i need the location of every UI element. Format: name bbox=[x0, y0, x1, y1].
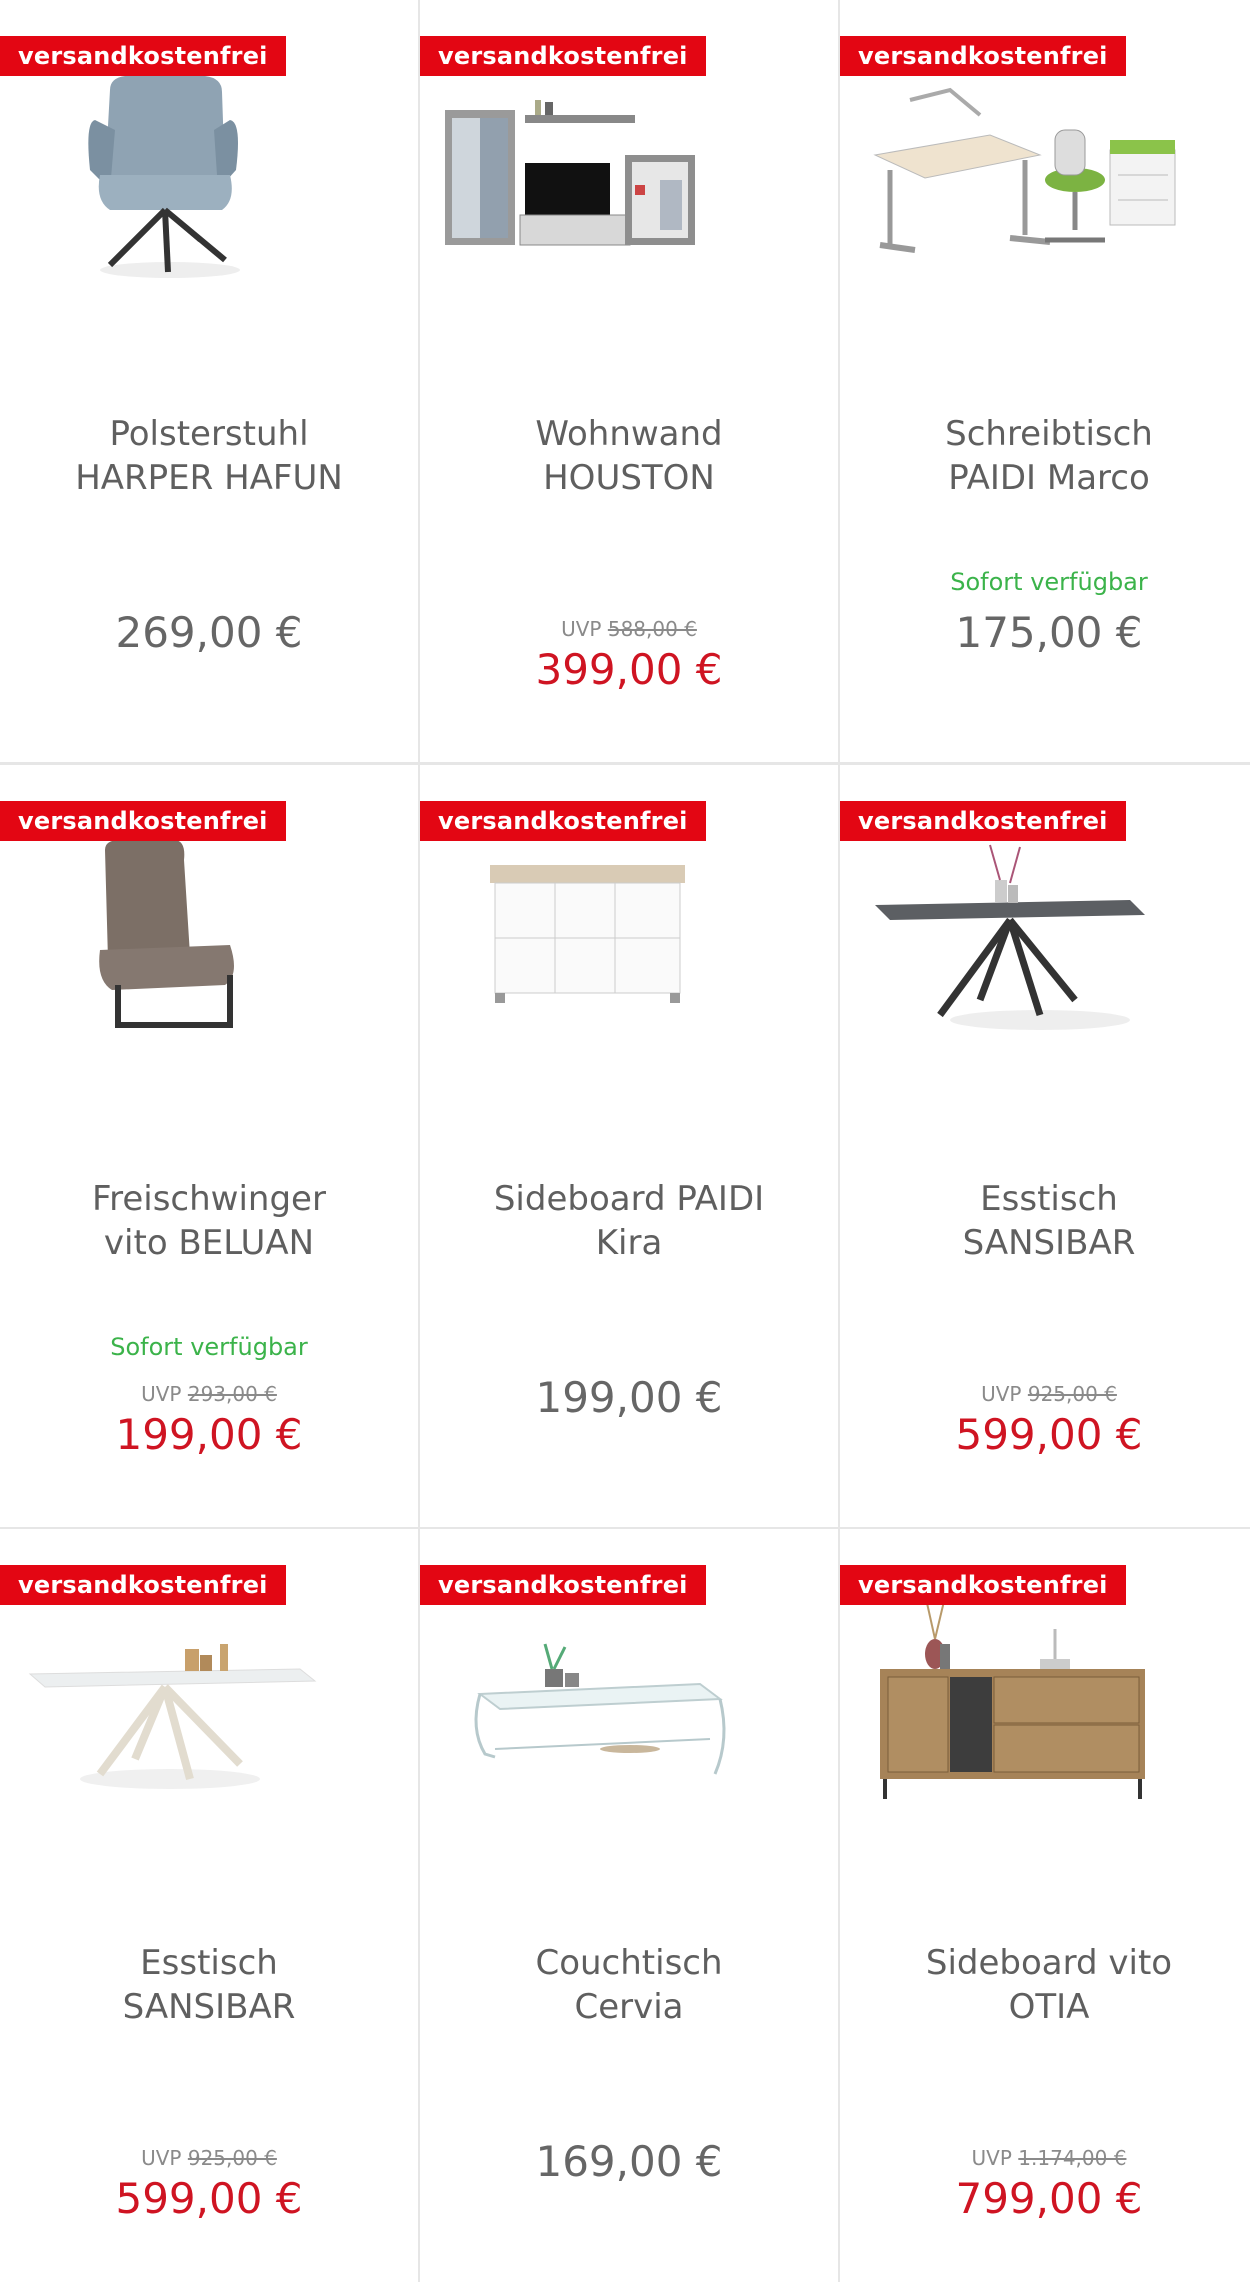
product-title[interactable] bbox=[20, 1941, 398, 2029]
shipping-badge: versandkostenfrei bbox=[0, 1565, 286, 1605]
product-card[interactable] bbox=[0, 765, 418, 1527]
product-title-line: Schreibtisch bbox=[945, 414, 1153, 454]
product-title-line: Sideboard PAIDI bbox=[493, 1179, 765, 1219]
shipping-badge: versandkostenfrei bbox=[840, 36, 1126, 76]
uvp-old-price: 588,00 € bbox=[607, 617, 697, 641]
product-title-line: HARPER HAFUN bbox=[75, 458, 343, 498]
product-title[interactable] bbox=[440, 1941, 818, 2029]
cantilever-chair-icon bbox=[0, 825, 418, 1055]
product-price: 269,00 € bbox=[115, 608, 303, 657]
product-card[interactable] bbox=[0, 1529, 418, 2291]
shipping-badge: versandkostenfrei bbox=[840, 1565, 1126, 1605]
uvp-price bbox=[0, 1382, 418, 1406]
product-title-line: Freischwinger bbox=[92, 1179, 326, 1219]
product-title-line: Kira bbox=[595, 1223, 663, 1263]
product-price: 169,00 € bbox=[535, 2137, 723, 2186]
shipping-badge: versandkostenfrei bbox=[0, 801, 286, 841]
sale-price: 599,00 € bbox=[955, 1410, 1143, 1459]
availability-label: Sofort verfügbar bbox=[950, 568, 1148, 596]
product-title[interactable] bbox=[20, 412, 398, 500]
shipping-badge: versandkostenfrei bbox=[420, 36, 706, 76]
dining-table-dark-icon bbox=[840, 825, 1250, 1055]
product-card[interactable] bbox=[840, 1529, 1250, 2291]
wood-sideboard-icon bbox=[840, 1589, 1250, 1819]
product-title-line: Polsterstuhl bbox=[109, 414, 309, 454]
uvp-old-price: 925,00 € bbox=[1027, 1382, 1117, 1406]
product-title-line: Esstisch bbox=[140, 1943, 278, 1983]
shipping-badge: versandkostenfrei bbox=[420, 1565, 706, 1605]
product-title-line: Couchtisch bbox=[535, 1943, 723, 1983]
product-title[interactable] bbox=[860, 1177, 1238, 1265]
product-price: 175,00 € bbox=[955, 608, 1143, 657]
product-title[interactable] bbox=[440, 1177, 818, 1265]
product-title-line: Wohnwand bbox=[535, 414, 723, 454]
product-title-line: PAIDI Marco bbox=[948, 458, 1150, 498]
product-price: 199,00 € bbox=[535, 1373, 723, 1422]
shipping-badge: versandkostenfrei bbox=[0, 36, 286, 76]
product-title-line: Cervia bbox=[574, 1987, 684, 2027]
product-title-line: SANSIBAR bbox=[962, 1223, 1136, 1263]
uvp-label: UVP bbox=[561, 617, 602, 641]
product-title-line: OTIA bbox=[1008, 1987, 1090, 2027]
sale-price: 199,00 € bbox=[115, 1410, 303, 1459]
product-card[interactable] bbox=[420, 765, 838, 1527]
product-card[interactable] bbox=[420, 0, 838, 762]
product-title[interactable] bbox=[860, 1941, 1238, 2029]
sale-price: 399,00 € bbox=[535, 645, 723, 694]
desk-icon bbox=[840, 60, 1250, 290]
product-title-line: HOUSTON bbox=[543, 458, 715, 498]
product-title-line: Esstisch bbox=[980, 1179, 1118, 1219]
armchair-icon bbox=[0, 60, 418, 290]
product-card[interactable] bbox=[840, 765, 1250, 1527]
uvp-label: UVP bbox=[141, 1382, 182, 1406]
product-card[interactable] bbox=[0, 0, 418, 762]
uvp-label: UVP bbox=[141, 2146, 182, 2170]
product-card[interactable] bbox=[840, 0, 1250, 762]
sale-price: 599,00 € bbox=[115, 2174, 303, 2223]
shipping-badge: versandkostenfrei bbox=[840, 801, 1126, 841]
uvp-price bbox=[420, 617, 838, 641]
uvp-label: UVP bbox=[971, 2146, 1012, 2170]
sale-price: 799,00 € bbox=[955, 2174, 1143, 2223]
product-title-line: SANSIBAR bbox=[122, 1987, 296, 2027]
uvp-old-price: 925,00 € bbox=[187, 2146, 277, 2170]
uvp-old-price: 1.174,00 € bbox=[1018, 2146, 1127, 2170]
product-title[interactable] bbox=[20, 1177, 398, 1265]
shelf-icon bbox=[420, 825, 838, 1055]
product-title-line: vito BELUAN bbox=[103, 1223, 315, 1263]
glass-coffee-table-icon bbox=[420, 1589, 838, 1819]
uvp-price bbox=[840, 1382, 1250, 1406]
dining-table-white-icon bbox=[0, 1589, 418, 1819]
product-title[interactable] bbox=[860, 412, 1238, 500]
uvp-old-price: 293,00 € bbox=[187, 1382, 277, 1406]
product-title[interactable] bbox=[440, 412, 818, 500]
product-card[interactable] bbox=[420, 1529, 838, 2291]
uvp-label: UVP bbox=[981, 1382, 1022, 1406]
wall-unit-icon bbox=[420, 60, 838, 290]
uvp-price bbox=[840, 2146, 1250, 2170]
availability-label: Sofort verfügbar bbox=[110, 1333, 308, 1361]
product-title-line: Sideboard vito bbox=[925, 1943, 1173, 1983]
uvp-price bbox=[0, 2146, 418, 2170]
shipping-badge: versandkostenfrei bbox=[420, 801, 706, 841]
